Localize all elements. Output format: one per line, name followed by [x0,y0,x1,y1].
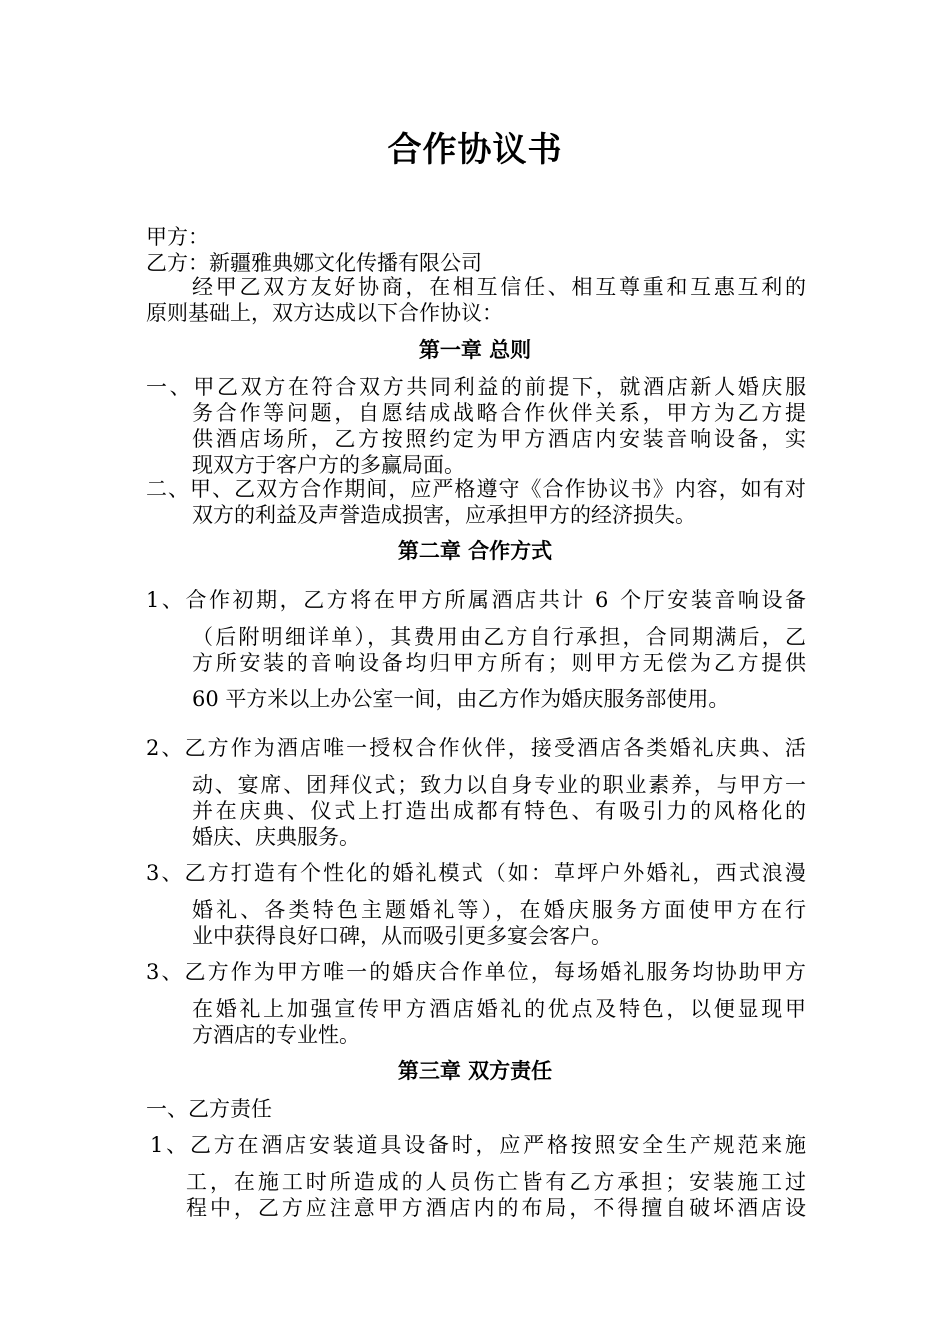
paragraph-line: 婚庆、庆典服务。 [192,825,360,849]
intro-line: 经甲乙双方友好协商，在相互信任、相互尊重和互惠互利的 [192,275,809,299]
paragraph-line: 务合作等问题，自愿结成战略合作伙伴关系，甲方为乙方提 [192,401,809,425]
paragraph-line: 3、乙方作为甲方唯一的婚庆合作单位，每场婚礼服务均协助甲方 [146,960,808,984]
paragraph-line: 方所安装的音响设备均归甲方所有；则甲方无偿为乙方提供 [192,651,809,675]
paragraph-line: 供酒店场所，乙方按照约定为甲方酒店内安装音响设备，实 [192,427,809,451]
party-a-line: 甲方： [146,225,209,249]
paragraph-line: 工，在施工时所造成的人员伤亡皆有乙方承担；安装施工过 [186,1170,809,1194]
paragraph-line: 双方的利益及声誉造成损害，应承担甲方的经济损失。 [192,503,696,527]
paragraph-line: 2、乙方作为酒店唯一授权合作伙伴，接受酒店各类婚礼庆典、活 [146,736,808,760]
paragraph-line: 1、乙方在酒店安装道具设备时，应严格按照安全生产规范来施 [150,1133,809,1157]
paragraph-line: 并在庆典、仪式上打造出成都有特色、有吸引力的风格化的 [192,799,809,823]
paragraph-line: 程中，乙方应注意甲方酒店内的布局，不得擅自破坏酒店设 [186,1196,809,1220]
chapter-2-heading: 第二章 合作方式 [397,538,553,563]
paragraph-line: 60 平方米以上办公室一间，由乙方作为婚庆服务部使用。 [192,687,730,711]
paragraph-line: 在婚礼上加强宣传甲方酒店婚礼的优点及特色，以便显现甲 [192,997,809,1021]
chapter-3-heading: 第三章 双方责任 [397,1058,553,1083]
paragraph-line: 婚礼、各类特色主题婚礼等），在婚庆服务方面使甲方在行 [192,898,810,922]
document-title: 合作协议书 [387,130,563,170]
paragraph-line: 现双方于客户方的多赢局面。 [192,453,465,477]
paragraph-line: 一、甲乙双方在符合双方共同利益的前提下，就酒店新人婚庆服 [146,375,809,399]
paragraph-line: 业中获得良好口碑，从而吸引更多宴会客户。 [192,924,612,948]
paragraph-line: 动、宴席、团拜仪式；致力以自身专业的职业素养，与甲方一 [192,773,808,797]
paragraph-line: 方酒店的专业性。 [192,1023,360,1047]
chapter-1-heading: 第一章 总则 [418,337,532,362]
party-b-line: 乙方：新疆雅典娜文化传播有限公司 [146,251,482,275]
paragraph-line: 1、合作初期，乙方将在甲方所属酒店共计 6 个厅安装音响设备 [146,588,809,612]
paragraph-line: 二、甲、乙双方合作期间，应严格遵守《合作协议书》内容，如有对 [146,477,807,501]
paragraph-line: 3、乙方打造有个性化的婚礼模式（如：草坪户外婚礼，西式浪漫 [146,861,808,885]
intro-line: 原则基础上，双方达成以下合作协议： [146,301,503,325]
paragraph-line: （后附明细详单），其费用由乙方自行承担，合同期满后，乙 [192,625,809,649]
subsection-heading: 一、乙方责任 [146,1097,272,1121]
